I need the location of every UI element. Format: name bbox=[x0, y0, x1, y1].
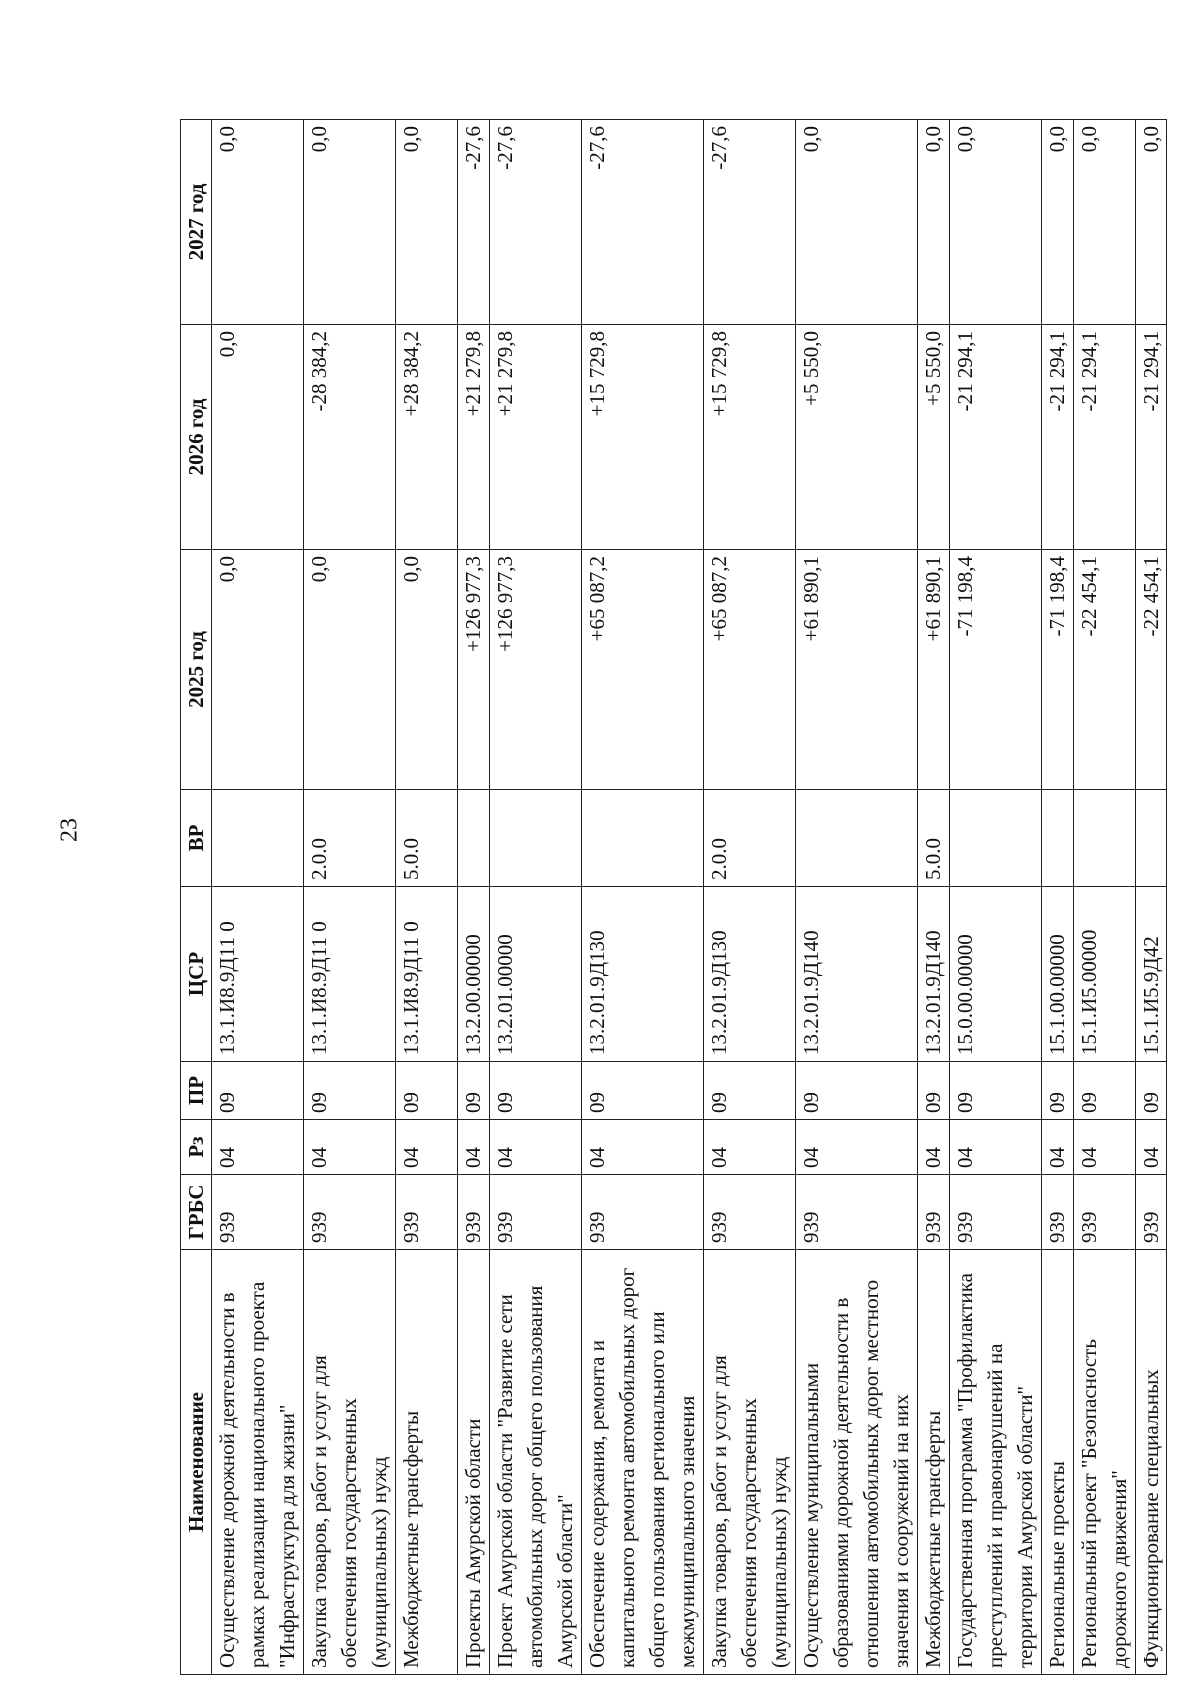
cell-csr: 13.2.01.9Д140 bbox=[796, 887, 918, 1062]
cell-grbs: 939 bbox=[396, 1175, 458, 1250]
header-grbs: ГРБС bbox=[181, 1175, 212, 1250]
cell-rz: 04 bbox=[212, 1120, 304, 1175]
cell-2027: -27,6 bbox=[582, 120, 704, 325]
cell-grbs: 939 bbox=[582, 1175, 704, 1250]
table-row bbox=[1136, 120, 1167, 1675]
cell-pr: 09 bbox=[1136, 1062, 1167, 1120]
cell-vr bbox=[582, 790, 704, 887]
cell-csr: 13.2.01.9Д140 bbox=[918, 887, 950, 1062]
cell-2026: +15 729,8 bbox=[582, 325, 704, 550]
table-row bbox=[304, 120, 396, 1675]
cell-rz: 04 bbox=[582, 1120, 704, 1175]
table-body bbox=[212, 120, 1167, 1675]
cell-grbs: 939 bbox=[1074, 1175, 1136, 1250]
cell-rz: 04 bbox=[796, 1120, 918, 1175]
cell-rz: 04 bbox=[458, 1120, 490, 1175]
cell-csr: 13.1.И8.9Д11 0 bbox=[304, 887, 396, 1062]
header-pr: ПР bbox=[181, 1062, 212, 1120]
cell-name: Осуществление дорожной деятельности в рамках реализации национального проекта "Инфраструктура для жизни" bbox=[212, 1250, 304, 1675]
cell-rz: 04 bbox=[918, 1120, 950, 1175]
header-2025: 2025 год bbox=[181, 550, 212, 790]
cell-grbs: 939 bbox=[796, 1175, 918, 1250]
cell-grbs: 939 bbox=[1042, 1175, 1074, 1250]
cell-vr: 2.0.0 bbox=[304, 790, 396, 887]
header-csr: ЦСР bbox=[181, 887, 212, 1062]
cell-rz: 04 bbox=[1136, 1120, 1167, 1175]
cell-2025: -22 454,1 bbox=[1136, 550, 1167, 790]
cell-rz: 04 bbox=[704, 1120, 796, 1175]
cell-grbs: 939 bbox=[950, 1175, 1042, 1250]
cell-vr: 5.0.0 bbox=[918, 790, 950, 887]
cell-pr: 09 bbox=[396, 1062, 458, 1120]
cell-csr: 13.2.01.9Д130 bbox=[582, 887, 704, 1062]
header-rz: Рз bbox=[181, 1120, 212, 1175]
cell-2025: -71 198,4 bbox=[1042, 550, 1074, 790]
cell-csr: 13.1.И8.9Д11 0 bbox=[212, 887, 304, 1062]
cell-name: Функционирование специальных bbox=[1136, 1250, 1167, 1675]
cell-2026: -21 294,1 bbox=[1074, 325, 1136, 550]
cell-grbs: 939 bbox=[490, 1175, 582, 1250]
cell-2026: +21 279,8 bbox=[458, 325, 490, 550]
cell-2025: +126 977,3 bbox=[458, 550, 490, 790]
table-row bbox=[950, 120, 1042, 1675]
cell-rz: 04 bbox=[1074, 1120, 1136, 1175]
cell-pr: 09 bbox=[704, 1062, 796, 1120]
cell-2025: +61 890,1 bbox=[796, 550, 918, 790]
rotated-table-container bbox=[180, 120, 1163, 1675]
cell-2027: 0,0 bbox=[396, 120, 458, 325]
cell-vr bbox=[212, 790, 304, 887]
cell-grbs: 939 bbox=[1136, 1175, 1167, 1250]
cell-2026: -21 294,1 bbox=[950, 325, 1042, 550]
cell-2027: 0,0 bbox=[950, 120, 1042, 325]
cell-2026: +21 279,8 bbox=[490, 325, 582, 550]
table-row bbox=[796, 120, 918, 1675]
cell-pr: 09 bbox=[796, 1062, 918, 1120]
table-row bbox=[212, 120, 304, 1675]
cell-csr: 15.0.00.00000 bbox=[950, 887, 1042, 1062]
header-name: Наименование bbox=[181, 1250, 212, 1675]
table-row bbox=[1074, 120, 1136, 1675]
cell-csr: 13.2.01.00000 bbox=[490, 887, 582, 1062]
cell-name: Проект Амурской области "Развитие сети автомобильных дорог общего пользования Амурской области" bbox=[490, 1250, 582, 1675]
cell-pr: 09 bbox=[1042, 1062, 1074, 1120]
cell-2025: +65 087,2 bbox=[704, 550, 796, 790]
cell-pr: 09 bbox=[490, 1062, 582, 1120]
cell-pr: 09 bbox=[458, 1062, 490, 1120]
cell-2026: +5 550,0 bbox=[796, 325, 918, 550]
cell-csr: 15.1.00.00000 bbox=[1042, 887, 1074, 1062]
header-2027: 2027 год bbox=[181, 120, 212, 325]
table-row bbox=[704, 120, 796, 1675]
cell-grbs: 939 bbox=[304, 1175, 396, 1250]
cell-2027: 0,0 bbox=[212, 120, 304, 325]
cell-name: Закупка товаров, работ и услуг для обеспечения государственных (муниципальных) нужд bbox=[304, 1250, 396, 1675]
cell-name: Межбюджетные трансферты bbox=[396, 1250, 458, 1675]
cell-pr: 09 bbox=[304, 1062, 396, 1120]
cell-vr bbox=[1136, 790, 1167, 887]
budget-table bbox=[180, 119, 1167, 1675]
cell-2026: -28 384,2 bbox=[304, 325, 396, 550]
cell-2027: -27,6 bbox=[704, 120, 796, 325]
cell-name: Закупка товаров, работ и услуг для обеспечения государственных (муниципальных) нужд bbox=[704, 1250, 796, 1675]
cell-pr: 09 bbox=[918, 1062, 950, 1120]
cell-2026: +28 384,2 bbox=[396, 325, 458, 550]
cell-2025: -22 454,1 bbox=[1074, 550, 1136, 790]
cell-2025: 0,0 bbox=[304, 550, 396, 790]
cell-2027: 0,0 bbox=[796, 120, 918, 325]
cell-2027: -27,6 bbox=[490, 120, 582, 325]
cell-vr bbox=[796, 790, 918, 887]
cell-vr bbox=[950, 790, 1042, 887]
cell-2025: +65 087,2 bbox=[582, 550, 704, 790]
cell-name: Проекты Амурской области bbox=[458, 1250, 490, 1675]
cell-csr: 13.2.01.9Д130 bbox=[704, 887, 796, 1062]
cell-vr bbox=[490, 790, 582, 887]
page-number: 23 bbox=[56, 818, 83, 842]
cell-grbs: 939 bbox=[212, 1175, 304, 1250]
table-row bbox=[396, 120, 458, 1675]
cell-2027: 0,0 bbox=[1074, 120, 1136, 325]
cell-name: Осуществление муниципальными образованиями дорожной деятельности в отношении автомобильных дорог местного значения и сооружений на них bbox=[796, 1250, 918, 1675]
cell-2027: 0,0 bbox=[1042, 120, 1074, 325]
cell-rz: 04 bbox=[1042, 1120, 1074, 1175]
cell-csr: 15.1.И5.9Д42 bbox=[1136, 887, 1167, 1062]
table-row bbox=[490, 120, 582, 1675]
cell-2027: 0,0 bbox=[918, 120, 950, 325]
cell-name: Обеспечение содержания, ремонта и капитального ремонта автомобильных дорог общего пользования регионального или межмуниципального значения bbox=[582, 1250, 704, 1675]
header-vr: ВР bbox=[181, 790, 212, 887]
cell-2025: +61 890,1 bbox=[918, 550, 950, 790]
cell-name: Межбюджетные трансферты bbox=[918, 1250, 950, 1675]
cell-pr: 09 bbox=[950, 1062, 1042, 1120]
table-row bbox=[458, 120, 490, 1675]
cell-name: Региональный проект "Безопасность дорожного движения" bbox=[1074, 1250, 1136, 1675]
cell-2026: 0,0 bbox=[212, 325, 304, 550]
cell-pr: 09 bbox=[1074, 1062, 1136, 1120]
table-header-row bbox=[181, 120, 212, 1675]
cell-2027: 0,0 bbox=[304, 120, 396, 325]
cell-2027: 0,0 bbox=[1136, 120, 1167, 325]
cell-csr: 13.1.И8.9Д11 0 bbox=[396, 887, 458, 1062]
cell-vr: 2.0.0 bbox=[704, 790, 796, 887]
cell-rz: 04 bbox=[396, 1120, 458, 1175]
cell-rz: 04 bbox=[950, 1120, 1042, 1175]
cell-grbs: 939 bbox=[458, 1175, 490, 1250]
cell-rz: 04 bbox=[304, 1120, 396, 1175]
cell-name: Региональные проекты bbox=[1042, 1250, 1074, 1675]
cell-2025: 0,0 bbox=[212, 550, 304, 790]
cell-grbs: 939 bbox=[918, 1175, 950, 1250]
cell-grbs: 939 bbox=[704, 1175, 796, 1250]
cell-2025: +126 977,3 bbox=[490, 550, 582, 790]
cell-csr: 13.2.00.00000 bbox=[458, 887, 490, 1062]
table-row bbox=[582, 120, 704, 1675]
cell-vr bbox=[458, 790, 490, 887]
cell-2026: -21 294,1 bbox=[1136, 325, 1167, 550]
header-2026: 2026 год bbox=[181, 325, 212, 550]
cell-vr: 5.0.0 bbox=[396, 790, 458, 887]
cell-2026: +15 729,8 bbox=[704, 325, 796, 550]
cell-2025: -71 198,4 bbox=[950, 550, 1042, 790]
cell-pr: 09 bbox=[582, 1062, 704, 1120]
table-row bbox=[918, 120, 950, 1675]
cell-2025: 0,0 bbox=[396, 550, 458, 790]
cell-csr: 15.1.И5.00000 bbox=[1074, 887, 1136, 1062]
cell-rz: 04 bbox=[490, 1120, 582, 1175]
cell-2026: -21 294,1 bbox=[1042, 325, 1074, 550]
cell-2026: +5 550,0 bbox=[918, 325, 950, 550]
cell-2027: -27,6 bbox=[458, 120, 490, 325]
cell-vr bbox=[1074, 790, 1136, 887]
cell-pr: 09 bbox=[212, 1062, 304, 1120]
cell-name: Государственная программа "Профилактика преступлений и правонарушений на территории Амурской области" bbox=[950, 1250, 1042, 1675]
table-row bbox=[1042, 120, 1074, 1675]
cell-vr bbox=[1042, 790, 1074, 887]
